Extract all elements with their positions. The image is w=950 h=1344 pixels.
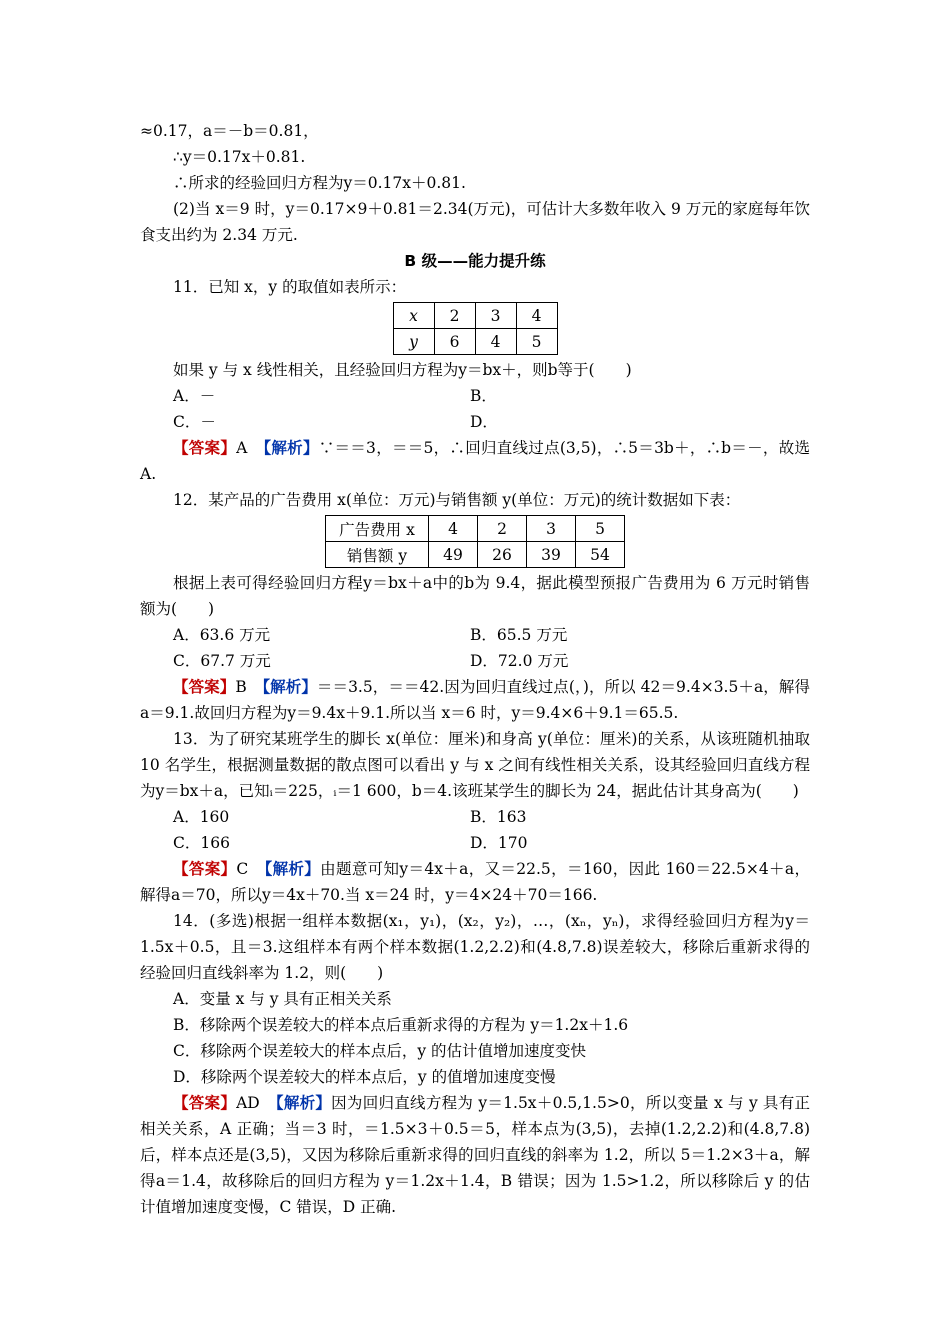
table-cell: x (393, 303, 434, 329)
section-title: B 级——能力提升练 (404, 252, 546, 270)
q12-answer (140, 674, 810, 726)
table-row (393, 329, 557, 355)
table-cell: y (393, 329, 434, 355)
option-c: C．166 (173, 834, 230, 852)
option-d: D．72.0 万元 (470, 652, 569, 670)
text-line: ≈0.17，a＝－b＝0.81， (140, 122, 319, 140)
option-c: C．－ (173, 413, 216, 431)
option-c: C．移除两个误差较大的样本点后，y 的估计值增加速度变快 (173, 1042, 587, 1060)
analysis-text: ∵＝＝3，＝＝5，∴回归直线过点(3,5)，∴5＝3b＋，∴b＝－，故选 A. (140, 439, 810, 483)
table-row (326, 516, 625, 542)
q12-text: 根据上表可得经验回归方程y＝bx＋a中的b为 9.4，据此模型预报广告费用为 6 万元时销售额为( ) (140, 574, 810, 618)
table-cell: 3 (475, 303, 516, 329)
option-d: D．移除两个误差较大的样本点后，y 的值增加速度变慢 (173, 1068, 556, 1086)
q12-stem: 12．某产品的广告费用 x(单位：万元)与销售额 y(单位：万元)的统计数据如下表： (173, 491, 741, 509)
table-cell: 销售额 y (326, 542, 429, 568)
q12-options-row2 (140, 648, 810, 674)
option-b: B．移除两个误差较大的样本点后重新求得的方程为 y＝1.2x＋1.6 (173, 1016, 629, 1034)
table-cell: 6 (434, 329, 475, 355)
answer-tag: 【答案】 (173, 439, 237, 457)
q11-stem: 11．已知 x，y 的取值如表所示： (173, 278, 407, 296)
table-cell: 49 (429, 542, 478, 568)
option-c: C．67.7 万元 (173, 652, 271, 670)
answer-value: C (236, 860, 249, 878)
q13-options-row1 (140, 804, 810, 830)
document-page (140, 118, 810, 1220)
answer-value: B (235, 678, 247, 696)
table-row (326, 542, 625, 568)
table-cell: 4 (475, 329, 516, 355)
option-a: A．63.6 万元 (173, 626, 271, 644)
option-b: B． (470, 387, 497, 405)
answer-tag: 【答案】 (173, 678, 236, 696)
table-cell: 54 (576, 542, 625, 568)
option-a: A．变量 x 与 y 具有正相关关系 (173, 990, 392, 1008)
answer-value: A (236, 439, 248, 457)
q11-options-row2 (140, 409, 810, 435)
option-a: A．－ (173, 387, 216, 405)
q11-options-row1 (140, 383, 810, 409)
option-a: A．160 (173, 808, 230, 826)
table-cell: 广告费用 x (326, 516, 429, 542)
text-line: ∴所求的经验回归方程为y＝0.17x＋0.81. (173, 174, 466, 192)
answer-tag: 【答案】 (173, 860, 237, 878)
analysis-tag: 【解析】 (264, 860, 321, 878)
table-cell: 26 (478, 542, 527, 568)
table-cell: 5 (576, 516, 625, 542)
option-b: B．65.5 万元 (470, 626, 568, 644)
table-cell: 39 (527, 542, 576, 568)
q11-table (393, 302, 558, 355)
analysis-tag: 【解析】 (275, 1094, 332, 1112)
table-cell: 4 (429, 516, 478, 542)
analysis-tag: 【解析】 (263, 439, 319, 457)
table-cell: 2 (434, 303, 475, 329)
q11-answer (140, 435, 810, 487)
answer-tag: 【答案】 (173, 1094, 237, 1112)
q13-answer (140, 856, 810, 908)
table-cell: 5 (516, 329, 557, 355)
text-paragraph: (2)当 x＝9 时，y＝0.17×9＋0.81＝2.34(万元)，可估计大多数年收入 9 万元的家庭每年饮食支出约为 2.34 万元. (140, 200, 810, 244)
q13-text: 13．为了研究某班学生的脚长 x(单位：厘米)和身高 y(单位：厘米)的关系，从该班随机抽取10 名学生，根据测量数据的散点图可以看出 y 与 x 之间有线性相关关系，设其经验回归直线方程为y＝bx＋a，已知ᵢ＝225，ᵢ＝1 600，b＝4.该班某学生的脚长为 24，据此估计其身高为( ) (140, 730, 810, 800)
option-d: D．170 (470, 834, 528, 852)
analysis-tag: 【解析】 (262, 678, 317, 696)
q14-answer (140, 1090, 810, 1220)
q14-text: 14．(多选)根据一组样本数据(x₁，y₁)，(x₂，y₂)，…，(xₙ，yₙ)，求得经验回归方程为y＝1.5x＋0.5，且＝3.这组样本有两个样本数据(1.2,2.2)和(4.8,7.8)误差较大，移除后重新求得的经验回归直线斜率为 1.2，则( ) (140, 912, 810, 982)
q12-table (325, 515, 625, 568)
table-cell: 4 (516, 303, 557, 329)
analysis-text: ＝＝3.5，＝＝42.因为回归直线过点(，)，所以 42＝9.4×3.5＋a，解得a＝9.1.故回归方程为y＝9.4x＋9.1.所以当 x＝6 时，y＝9.4×6＋9.1＝65.5. (140, 678, 810, 722)
q13-options-row2 (140, 830, 810, 856)
option-b: B．163 (470, 808, 527, 826)
q12-options-row1 (140, 622, 810, 648)
analysis-text: 因为回归直线方程为 y＝1.5x＋0.5,1.5>0，所以变量 x 与 y 具有正相关关系，A 正确；当＝3 时，＝1.5×3＋0.5＝5，样本点为(3,5)，去掉(1.2,2.2)和(4.8,7.8)后，样本点还是(3,5)，又因为移除后重新求得的回归直线的斜率为 1.2，所以 5＝1.2×3＋a，解得a＝1.4，故移除后的回归方程为 y＝1.2x＋1.4，B 错误；因为 1.5>1.2，所以移除后 y 的估计值增加速度变慢，C 错误，D 正确. (140, 1094, 810, 1216)
option-d: D． (470, 413, 498, 431)
table-row (393, 303, 557, 329)
table-cell: 2 (478, 516, 527, 542)
analysis-text: 由题意可知y＝4x＋a，又＝22.5，＝160，因此 160＝22.5×4＋a，解得a＝70，所以y＝4x＋70.当 x＝24 时，y＝4×24＋70＝166. (140, 860, 810, 904)
text-line: ∴y＝0.17x＋0.81. (173, 148, 306, 166)
q11-text: 如果 y 与 x 线性相关，且经验回归方程为y＝bx＋，则b等于( ) (173, 361, 632, 379)
answer-value: AD (236, 1094, 260, 1112)
table-cell: 3 (527, 516, 576, 542)
